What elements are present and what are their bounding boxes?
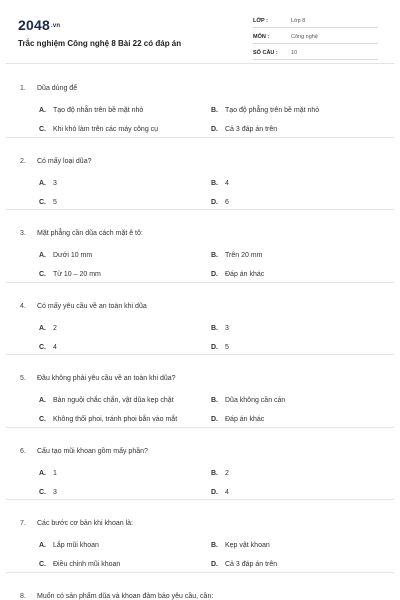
option-label: C. — [39, 126, 46, 133]
option-text: Không thổi phoi, tránh phoi bắn vào mắt — [53, 416, 178, 423]
option-label: B. — [211, 107, 218, 114]
meta-key: MÔN : — [253, 34, 270, 40]
answer-option-a[interactable] — [39, 397, 174, 404]
option-text: Lắp mũi khoan — [53, 542, 99, 549]
question-text: Đâu không phải yêu cầu về an toàn khi dũa? — [37, 375, 176, 382]
option-label: B. — [211, 252, 218, 259]
question-text: Các bước cơ bản khi khoan là: — [37, 520, 133, 527]
question-number: 7. — [20, 520, 26, 527]
option-label: A. — [39, 252, 46, 259]
meta-value: 10 — [291, 50, 298, 56]
question-text: Dũa dùng để — [37, 85, 78, 92]
answer-option-c[interactable] — [39, 126, 158, 133]
option-label: A. — [39, 179, 46, 187]
option-label: C. — [39, 488, 46, 496]
question-number: 2. — [20, 157, 26, 165]
answer-option-d[interactable] — [211, 416, 264, 423]
option-text: 1 — [53, 469, 57, 477]
question-text: Có mấy loại dũa? — [37, 157, 92, 165]
option-text: 2 — [225, 469, 229, 477]
option-text: 5 — [225, 343, 229, 351]
option-label: B. — [211, 469, 218, 477]
option-text: Đáp án khác — [225, 416, 265, 423]
question-1 — [6, 65, 394, 138]
option-text: Dưới 10 mm — [53, 252, 93, 259]
option-label: D. — [211, 416, 218, 423]
meta-value: Lớp 8 — [291, 18, 306, 24]
option-text: Điều chỉnh mũi khoan — [53, 561, 121, 568]
answer-option-c[interactable] — [39, 489, 57, 496]
option-label: D. — [211, 561, 218, 568]
option-text: Đáp án khác — [225, 271, 265, 278]
answer-option-a[interactable] — [39, 252, 92, 259]
option-text: Bàn nguội chắc chắn, vật dũa kẹp chặt — [53, 397, 174, 404]
option-label: A. — [39, 107, 46, 114]
quiz-header — [6, 6, 394, 64]
answer-option-d[interactable] — [211, 344, 229, 351]
question-text: Mặt phẳng cần dũa cách mặt ê tô: — [37, 230, 143, 237]
option-label: D. — [211, 198, 218, 206]
question-number: 6. — [20, 447, 26, 455]
question-text: Muốn có sản phẩm dũa và khoan đảm bảo yêu cầu, cần: — [37, 592, 214, 600]
answer-option-b[interactable] — [211, 107, 319, 114]
meta-key: LỚP : — [253, 18, 268, 24]
answer-option-d[interactable] — [211, 561, 277, 568]
option-text: Khi khó làm trên các máy công cụ — [53, 126, 159, 133]
question-number: 3. — [20, 230, 26, 237]
option-text: 2 — [53, 324, 57, 332]
question-7 — [6, 500, 394, 573]
question-number: 8. — [20, 592, 26, 600]
option-label: C. — [39, 271, 46, 278]
option-label: B. — [211, 179, 218, 187]
question-2 — [6, 138, 394, 211]
question-8 — [6, 573, 394, 600]
option-label: D. — [211, 343, 218, 351]
option-text: 6 — [225, 198, 229, 206]
meta-question-count — [253, 46, 378, 60]
answer-option-a[interactable] — [39, 470, 57, 477]
option-label: C. — [39, 416, 46, 423]
option-label: D. — [211, 271, 218, 278]
option-label: C. — [39, 198, 46, 206]
site-logo[interactable]: 2048.vn — [18, 17, 61, 33]
option-label: B. — [211, 324, 218, 332]
option-label: A. — [39, 397, 46, 404]
question-text: Cấu tạo mũi khoan gồm mấy phần? — [37, 447, 148, 455]
option-text: Cả 3 đáp án trên — [225, 561, 278, 568]
option-text: 3 — [225, 324, 229, 332]
answer-option-c[interactable] — [39, 416, 177, 423]
option-label: C. — [39, 343, 46, 351]
answer-option-a[interactable] — [39, 325, 57, 332]
answer-option-a[interactable] — [39, 180, 57, 187]
option-text: 4 — [53, 343, 57, 351]
answer-option-b[interactable] — [211, 470, 229, 477]
meta-value: Công nghệ — [291, 34, 318, 40]
option-label: D. — [211, 126, 218, 133]
meta-subject — [253, 30, 378, 44]
option-text: Từ 10 – 20 mm — [53, 271, 101, 278]
option-text: 4 — [225, 179, 229, 187]
option-text: Tạo độ phẳng trên bề mặt nhỏ — [225, 107, 320, 114]
answer-option-d[interactable] — [211, 489, 229, 496]
option-text: 3 — [53, 179, 57, 187]
option-label: B. — [211, 542, 218, 549]
option-label: A. — [39, 469, 46, 477]
question-4 — [6, 283, 394, 356]
question-text: Có mấy yêu cầu về an toàn khi dũa — [37, 302, 147, 310]
option-text: 5 — [53, 198, 57, 206]
option-label: A. — [39, 542, 46, 549]
option-label: D. — [211, 488, 218, 496]
option-text: Dũa không cần cán — [225, 397, 286, 404]
answer-option-b[interactable] — [211, 325, 229, 332]
answer-option-c[interactable] — [39, 344, 57, 351]
answer-option-b[interactable] — [211, 397, 285, 404]
answer-option-c[interactable] — [39, 199, 57, 206]
option-label: B. — [211, 397, 218, 404]
question-3 — [6, 210, 394, 283]
answer-option-a[interactable] — [39, 542, 99, 549]
quiz-page — [6, 6, 394, 600]
option-text: Kẹp vật khoan — [225, 542, 270, 549]
question-5 — [6, 355, 394, 428]
page-title: Trắc nghiệm Công nghệ 8 Bài 22 có đáp án — [18, 39, 182, 48]
option-label: A. — [39, 324, 46, 332]
option-text: 3 — [53, 488, 57, 496]
answer-option-d[interactable] — [211, 126, 277, 133]
question-number: 4. — [20, 302, 26, 310]
answer-option-d[interactable] — [211, 271, 264, 278]
answer-option-c[interactable] — [39, 271, 101, 278]
answer-option-b[interactable] — [211, 180, 229, 187]
meta-class — [253, 14, 378, 28]
question-number: 1. — [20, 85, 26, 92]
question-number: 5. — [20, 375, 26, 382]
answer-option-a[interactable] — [39, 107, 143, 114]
option-text: Tạo độ nhẵn trên bề mặt nhỏ — [53, 107, 144, 114]
answer-option-c[interactable] — [39, 561, 120, 568]
option-text: Cả 3 đáp án trên — [225, 126, 278, 133]
option-text: 4 — [225, 488, 229, 496]
question-list — [6, 65, 394, 600]
answer-option-b[interactable] — [211, 252, 262, 259]
option-label: C. — [39, 561, 46, 568]
option-text: Trên 20 mm — [225, 252, 263, 259]
meta-key: SỐ CÂU : — [253, 50, 278, 56]
question-6 — [6, 428, 394, 501]
answer-option-d[interactable] — [211, 199, 229, 206]
answer-option-b[interactable] — [211, 542, 270, 549]
